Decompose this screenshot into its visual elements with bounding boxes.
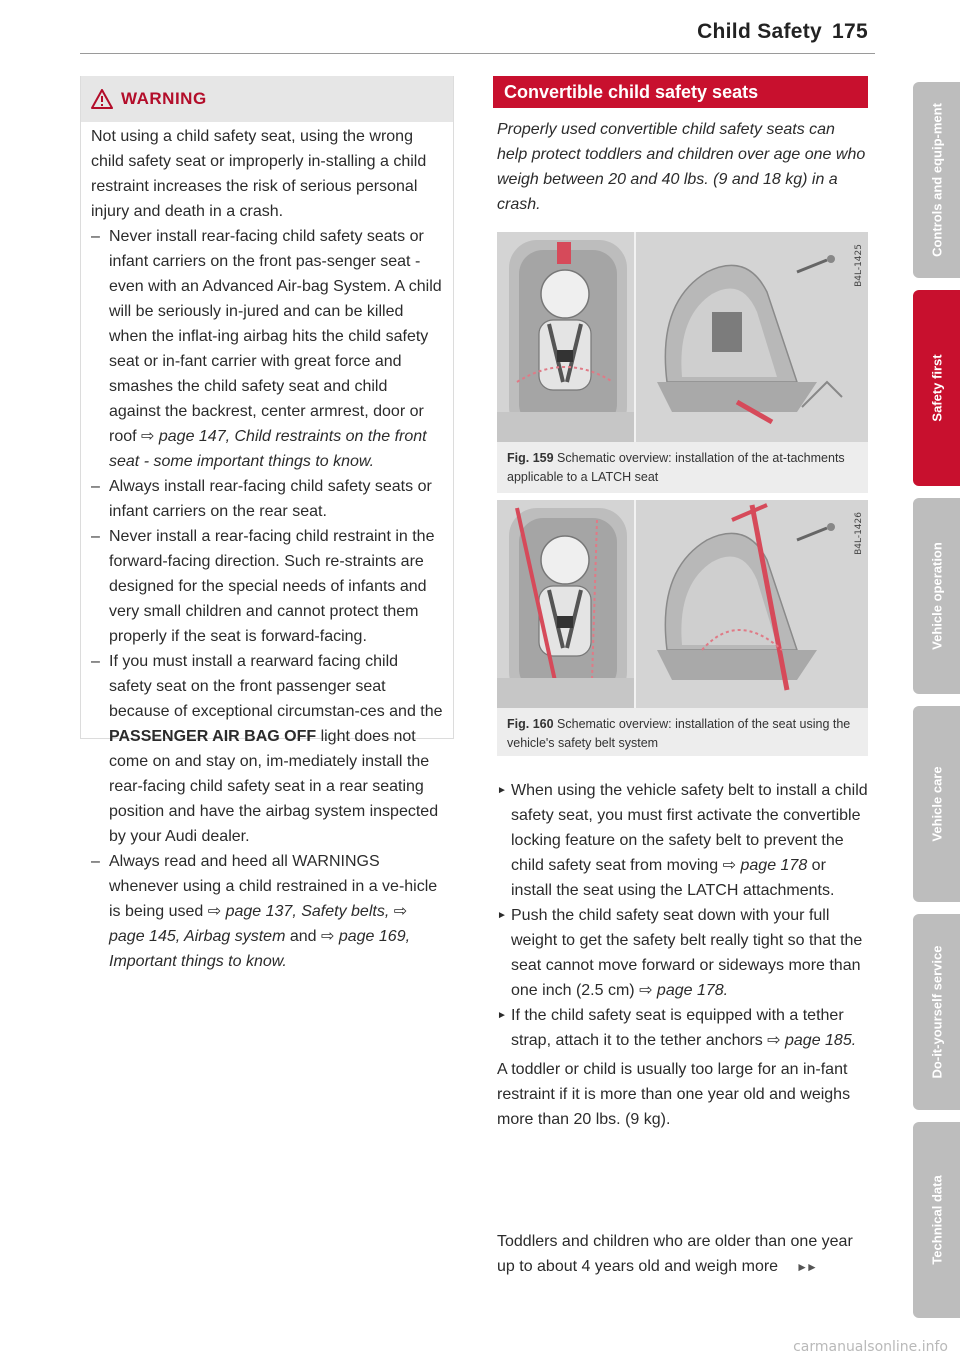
panel-divider [634,232,636,442]
section-title: Child Safety [697,20,823,43]
figure-caption-text: Schematic overview: installation of the seat using the vehicle's safety belt system [507,717,851,750]
continued-arrow-icon: ►► [796,1260,816,1274]
body-paragraph [497,1229,869,1280]
tab-controls-and-equipment[interactable] [913,82,960,278]
warning-list [91,224,443,974]
watermark: carmanualsonline.info [793,1339,948,1355]
step-text: When using the vehicle safety belt to install a child safety seat, you must first activate the convertible locking feature on the safety belt to prevent the child safety seat from moving [511,782,868,874]
passenger-airbag-off-label: PASSENGER AIR BAG OFF [109,728,317,745]
warning-item [91,849,443,974]
running-header [697,20,868,44]
tab-vehicle-care[interactable] [913,706,960,902]
instruction-list [497,778,869,1053]
tab-technical-data[interactable] [913,1122,960,1318]
figure-label: Fig. 160 [507,717,554,731]
page-reference-link[interactable]: ⇨ page 145, Airbag system [109,903,408,945]
instruction-step [497,1003,869,1053]
warning-body [81,124,453,974]
warning-box [80,76,454,970]
page-number: 175 [832,20,868,43]
page-reference-link[interactable]: ⇨ page 147, Child restraints on the front seat - some important things to know. [109,428,427,470]
page-reference-link[interactable]: ⇨ page 185. [767,1032,857,1049]
section-heading: Convertible child safety seats [493,76,868,108]
latch-seat-illustration [497,232,868,442]
warning-title: WARNING [121,89,207,108]
figure-code: B4L-1426 [854,512,864,555]
page-reference-link[interactable]: ⇨ page 169, Important things to know. [109,928,411,970]
figure-caption-text: Schematic overview: installation of the at-tachments applicable to a LATCH seat [507,451,845,484]
warning-item-text: Always read and heed all WARNINGS whenever using a child restrained in a ve-hicle is being used [109,853,438,920]
panel-divider [634,500,636,708]
page-reference-link[interactable]: ⇨ page 137, Safety belts, [207,903,390,920]
tab-safety-first[interactable] [913,290,960,486]
warning-header [81,76,453,122]
section-intro: Properly used convertible child safety seats can help protect toddlers and children over age one who weigh between 20 and 40 lbs. (9 and 18 kg) in a crash. [497,121,866,213]
tab-label: Controls and equip-ment [929,103,944,257]
step-text: Push the child safety seat down with your full weight to get the safety belt really tight so that the seat cannot move forward or sideways more than one inch (2.5 cm) [511,907,863,999]
figure-image [497,500,868,708]
figure-caption [507,449,859,487]
warning-item-text: If you must install a rearward facing child safety seat on the front passenger seat because of exceptional circumstan-ces and the [109,653,443,720]
warning-item-text: light does not come on and stay on, im-mediately install the rear-facing child safety seat in a rear seating position and have the airbag system inspected by your Audi dealer. [109,728,439,845]
step-text: If the child safety seat is equipped with a tether strap, attach it to the tether anchors [511,1007,844,1049]
figure-caption [507,715,859,753]
figure-label: Fig. 159 [507,451,554,465]
figure-159 [497,232,868,493]
body-paragraph-text: Toddlers and children who are older than one year up to about 4 years old and weigh more [497,1233,853,1275]
tab-do-it-yourself-service[interactable] [913,914,960,1110]
tab-label: Technical data [929,1175,944,1265]
figure-160 [497,500,868,756]
tab-label: Vehicle care [929,766,944,842]
header-rule [80,53,875,54]
instruction-step [497,778,869,903]
instruction-step [497,903,869,1003]
warning-intro: Not using a child safety seat, using the wrong child safety seat or improperly in-stalling a child restraint increases the risk of serious personal injury and death in a crash. [91,128,427,220]
warning-item [91,224,443,474]
tab-vehicle-operation[interactable] [913,498,960,694]
body-paragraph: A toddler or child is usually too large for an in-fant restraint if it is more than one year old and weighs more than 20 lbs. (9 kg). [497,1061,851,1128]
step-text: or install the seat using the LATCH attachments. [511,857,835,899]
warning-item-text: Never install rear-facing child safety seats or infant carriers on the front pas-senger seat - even with an Advanced Air-bag System. A child will be seriously in-jured and can be killed when the inflat-ing airbag hits the child safety seat or in-fant carrier with great force and smashes the child safety seat and child against the backrest, center armrest, door or roof [109,228,442,445]
warning-item: – Never install a rear-facing child restraint in the forward-facing direction. Such re-straints are designed for the special needs of infants and very small children and cannot protect them properly if the seat is forward-facing. [91,524,443,649]
warning-item: – Always install rear-facing child safety seats or infant carriers on the rear seat. [91,474,443,524]
figure-code: B4L-1425 [854,244,864,287]
page-reference-link[interactable]: ⇨ page 178 [722,857,808,874]
belt-installed-seat-illustration [497,500,868,708]
page-reference-link[interactable]: ⇨ page 178. [639,982,729,999]
tab-label: Safety first [929,354,944,422]
warning-item-text: and [285,928,321,945]
tab-label: Do-it-yourself service [929,945,944,1079]
warning-item [91,649,443,849]
warning-triangle-icon [91,89,113,109]
figure-image [497,232,868,442]
tab-label: Vehicle operation [929,542,944,650]
